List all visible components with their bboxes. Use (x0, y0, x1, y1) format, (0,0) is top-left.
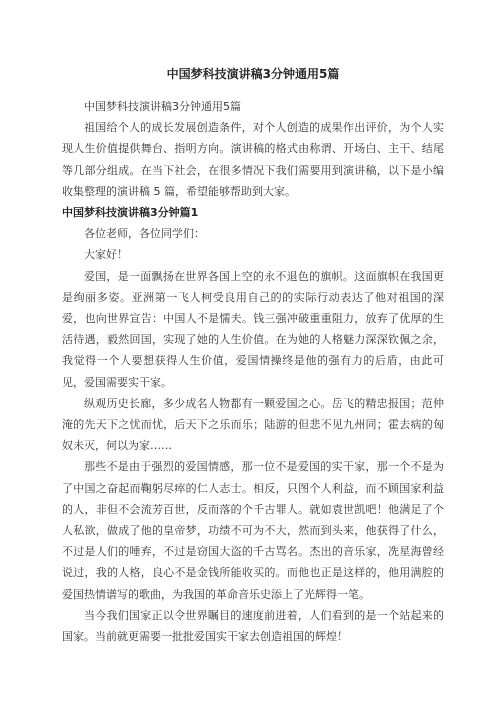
body-paragraph: 那些不是由于强烈的爱国情感，那一位不是爱国的实干家，那一个不是为了中国之奋起而鞠躬尽瘁的仁人志士。相反，只图个人利益，而不顾国家利益的人，非但不会流芳百世，反而落的个千古罪人。就如袁世凯吧！他满足了个人私欲，做成了他的皇帝梦，功绩不可为不大，然而到头来，他获得了什么，不过是人们的唾弃，不过是窃国大盗的千古骂名。杰出的音乐家，冼星海曾经说过，我的人格，良心不是金钱所能收买的。而他也正是这样的，他用满腔的爱国热情谱写的歌曲，为我国的革命音乐史添上了光辉得一笔。 (62, 460, 444, 601)
intro-paragraph: 祖国给个人的成长发展创造条件，对个人创造的成果作出评价，为个人实现人生价值提供舞台、指明方向。演讲稿的格式由称谓、开场白、主干、结尾等几部分组成。在当下社会，在很多情况下我们需要用到演讲稿，以下是小编收集整理的演讲稿 5 篇，希望能够帮助到大家。 (62, 121, 444, 198)
document-subtitle: 中国梦科技演讲稿3分钟通用5篇 (84, 100, 241, 113)
body-paragraph: 纵观历史长廊，多少成名人物都有一颗爱国之心。岳飞的精忠报国；范仲淹的先天下之忧而忧，后天下之乐而乐；陆游的但悲不见九州同；霍去病的匈奴未灭，何以为家…… (62, 396, 444, 453)
greeting-line: 各位老师，各位同学们： (84, 227, 205, 241)
hello-line: 大家好！ (84, 248, 128, 262)
section-heading: 中国梦科技演讲稿3分钟篇1 (62, 206, 199, 220)
document-title: 中国梦科技演讲稿3分钟通用5篇 (166, 67, 340, 81)
body-paragraph: 爱国，是一面飘扬在世界各国上空的永不退色的旗帜。这面旗帜在我国更是绚丽多姿。亚洲第一飞人柯受良用自己的的实际行动表达了他对祖国的深爱，也向世界宣告：中国人不是懦夫。钱三强冲破重重阻力，放弃了优厚的生活待遇，毅然回国，实现了她的人生价值。在为她的人格魅力深深钦佩之余，我觉得一个人要想获得人生价值，爱国情操终是他的强有力的后盾，由此可见，爱国需要实干家。 (62, 269, 444, 389)
body-paragraph: 当今我们国家正以令世界瞩目的速度前进着，人们看到的是一个站起来的国家。当前就更需要一批批爱国实干家去创造祖国的辉煌！ (62, 608, 444, 644)
